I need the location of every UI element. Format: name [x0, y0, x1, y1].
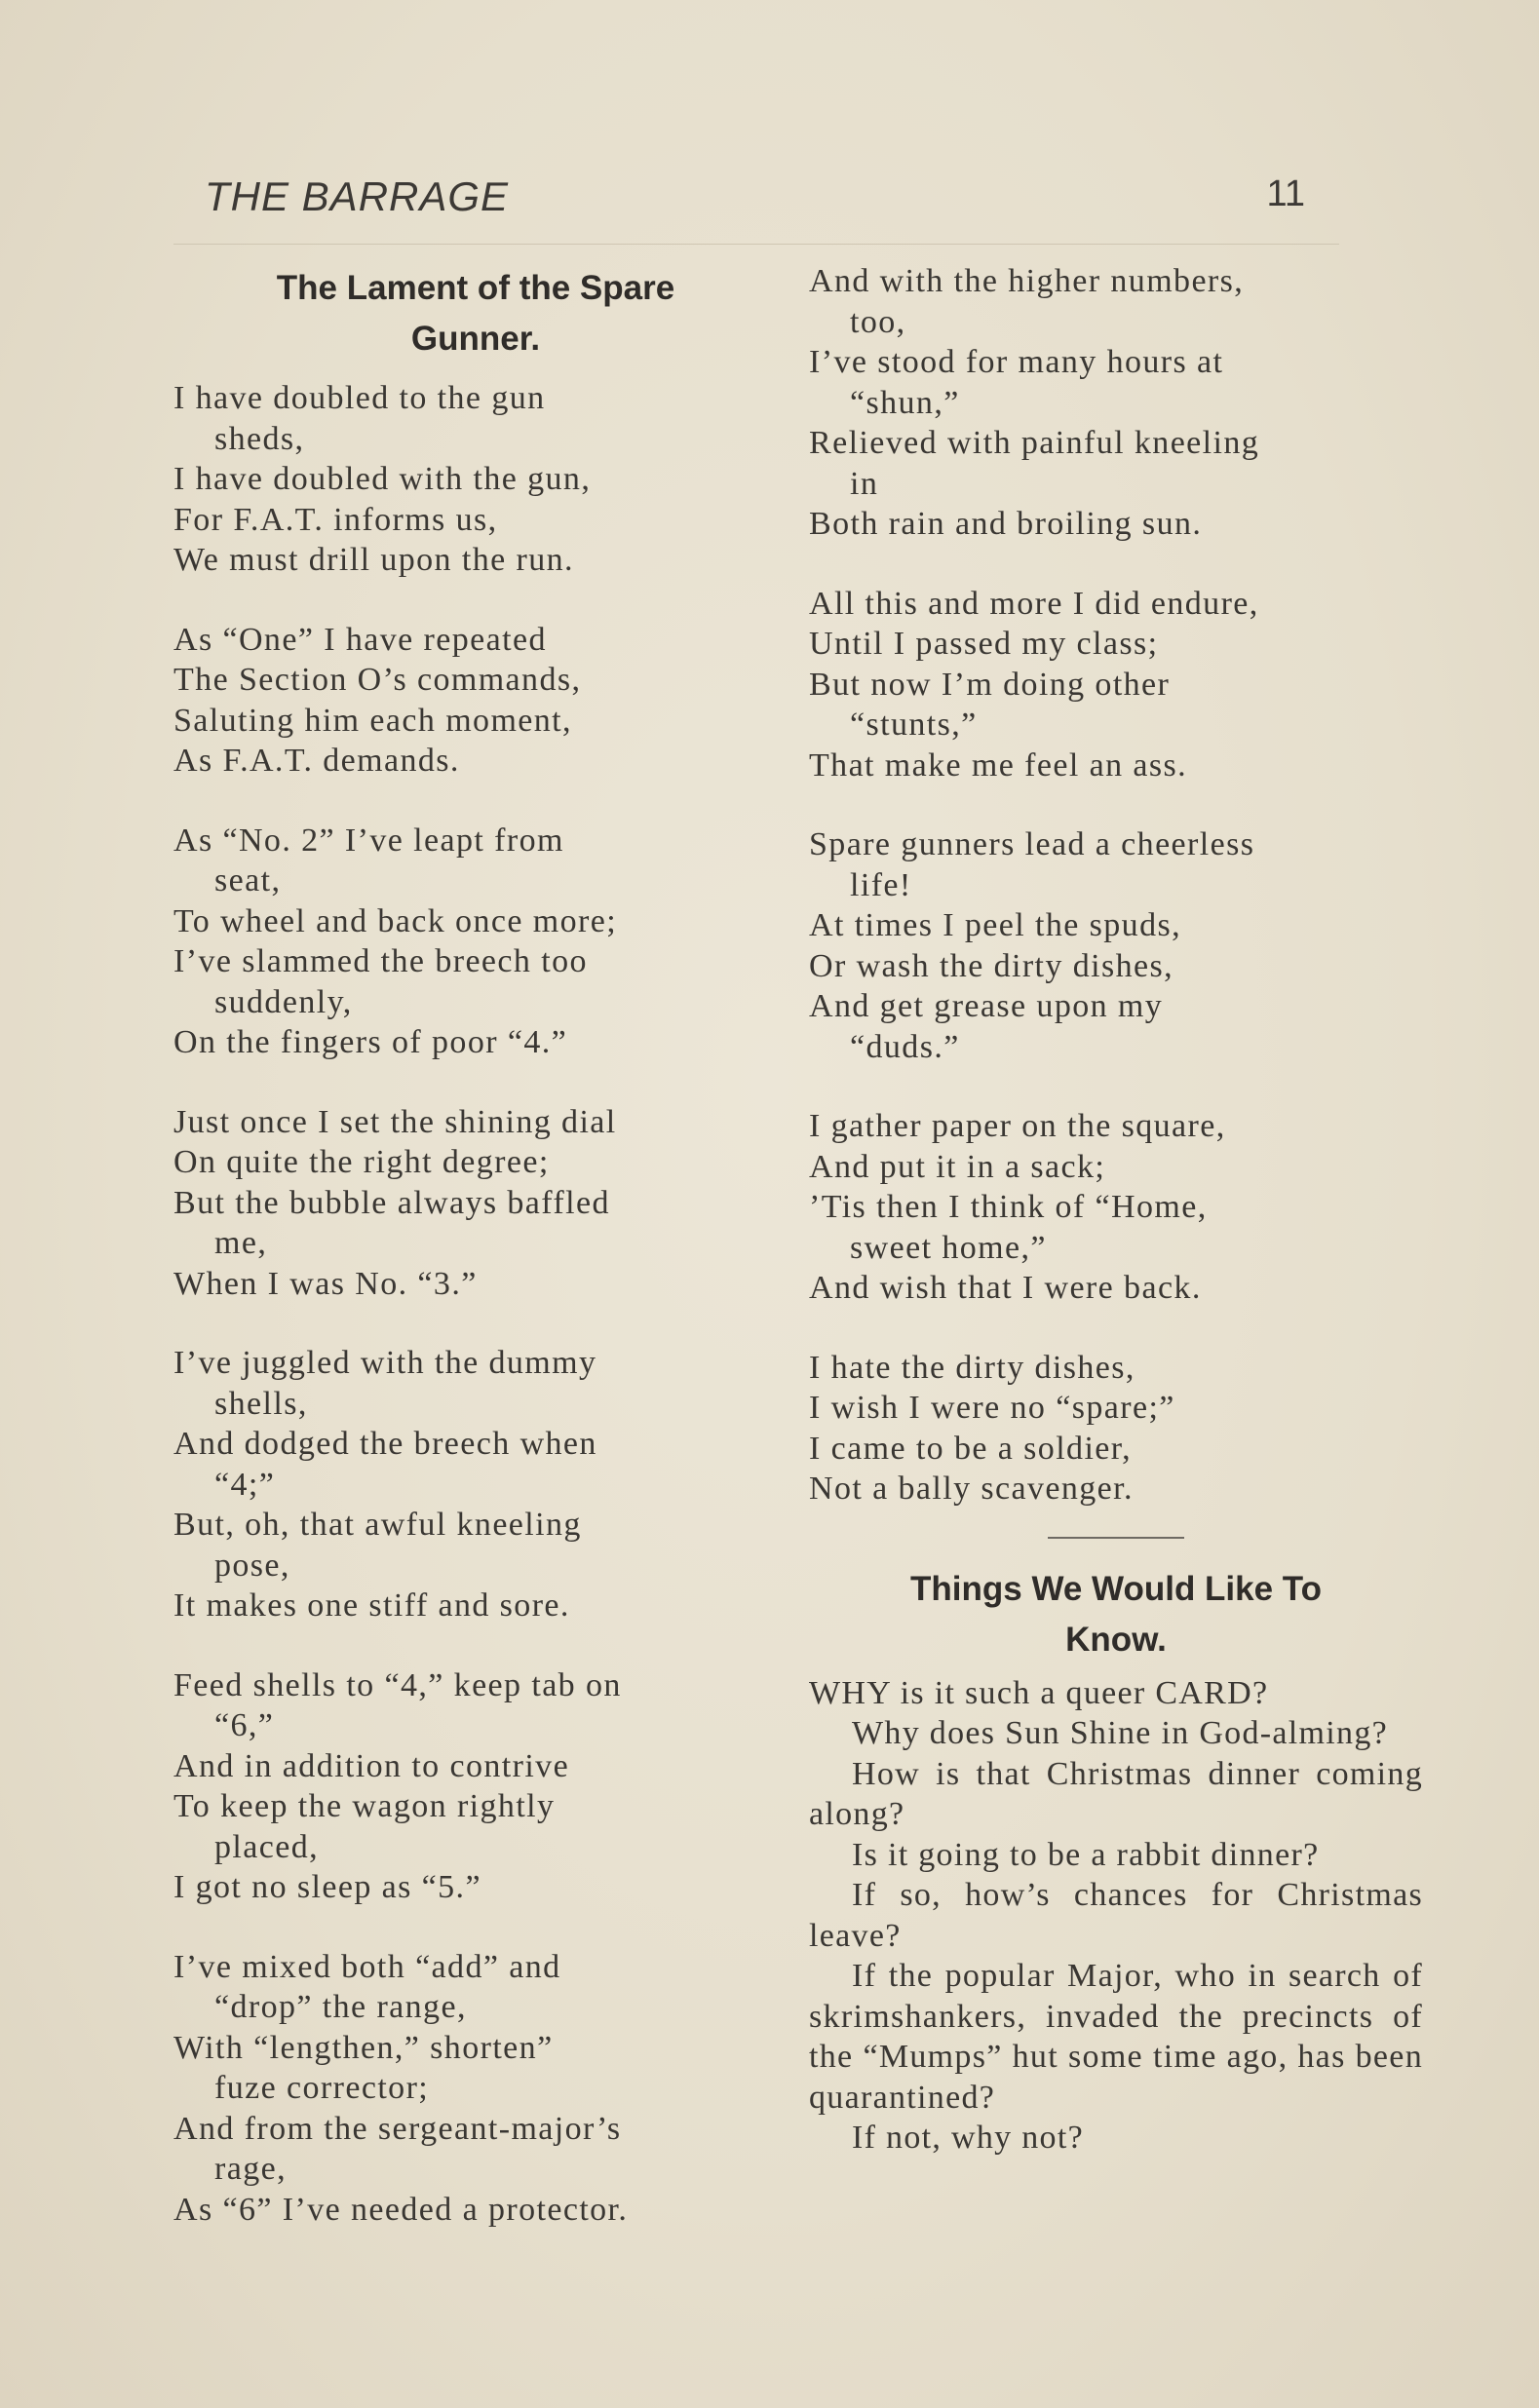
poem-stanza — [173, 821, 778, 1063]
poem-right-stanzas — [809, 261, 1423, 1510]
poem-title-line-1: The Lament of the Spare — [276, 269, 675, 307]
poem-line: “drop” the range, — [214, 1989, 467, 2025]
things-question: Is it going to be a rabbit dinner? — [852, 1836, 1320, 1873]
poem-stanza — [173, 1947, 778, 2231]
poem-line: ’Tis then I think of “Home, — [809, 1189, 1208, 1225]
poem-line: As “No. 2” I’ve leapt from — [173, 822, 564, 859]
poem-line: suddenly, — [214, 983, 353, 1020]
things-question: WHY is it such a queer CARD? — [809, 1674, 1269, 1711]
poem-line: And get grease upon my — [809, 988, 1164, 1024]
poem-line: I got no sleep as “5.” — [173, 1869, 481, 1905]
poem-line: Just once I set the shining dial — [173, 1103, 617, 1140]
poem-line: sheds, — [214, 420, 305, 457]
poem-line: But, oh, that awful kneeling — [173, 1507, 582, 1543]
poem-line: life! — [850, 866, 912, 903]
poem-line: It makes one stiff and sore. — [173, 1587, 570, 1624]
poem-stanza — [809, 1106, 1423, 1309]
poem-line: “4;” — [214, 1466, 276, 1503]
poem-line: I have doubled to the gun — [173, 380, 546, 416]
poem-line: We must drill upon the run. — [173, 542, 574, 578]
things-title-line-2: Know. — [1065, 1620, 1167, 1659]
poem-line: I’ve mixed both “add” and — [173, 1948, 561, 1985]
poem-line: I came to be a soldier, — [809, 1430, 1133, 1467]
things-title — [809, 1564, 1423, 1665]
page-header — [205, 173, 1305, 232]
poem-line: pose, — [214, 1547, 290, 1584]
poem-line: sweet home,” — [850, 1229, 1047, 1266]
poem-line: As “One” I have repeated — [173, 621, 547, 658]
poem-line: And put it in a sack; — [809, 1148, 1106, 1185]
poem-line: But the bubble always baffled — [173, 1184, 610, 1221]
poem-line: seat, — [214, 862, 282, 898]
poem-stanza — [809, 824, 1423, 1067]
poem-line: Until I passed my class; — [809, 626, 1159, 662]
poem-line: I have doubled with the gun, — [173, 461, 592, 497]
poem-line: Both rain and broiling sun. — [809, 506, 1203, 542]
poem-line: That make me feel an ass. — [809, 746, 1188, 784]
poem-line: On the fingers of poor “4.” — [173, 1024, 568, 1060]
poem-line: Feed shells to “4,” keep tab on — [173, 1666, 622, 1703]
poem-line: “6,” — [214, 1707, 275, 1743]
poem-left-stanzas — [173, 378, 778, 2230]
poem-stanza — [809, 584, 1423, 786]
poem-line: With “lengthen,” shorten” — [173, 2029, 554, 2066]
poem-line: I wish I were no “spare;” — [809, 1390, 1175, 1426]
poem-stanza — [809, 261, 1423, 545]
poem-line: And from the sergeant-major’s — [173, 2110, 622, 2147]
right-column — [809, 261, 1423, 2159]
poem-line: And with the higher numbers, — [809, 263, 1245, 299]
poem-line: And wish that I were back. — [809, 1270, 1202, 1306]
poem-line: To wheel and back once more; — [173, 902, 618, 939]
things-question: Why does Sun Shine in God-alming? — [852, 1715, 1389, 1751]
poem-line: shells, — [214, 1385, 308, 1422]
poem-stanza — [173, 1102, 778, 1305]
poem-line: too, — [850, 303, 906, 340]
poem-title — [173, 263, 778, 364]
poem-line: “stunts,” — [850, 707, 978, 743]
poem-line: placed, — [214, 1828, 320, 1865]
poem-line: All this and more I did endure, — [809, 585, 1259, 622]
poem-stanza — [173, 1665, 778, 1908]
section-divider — [1048, 1537, 1184, 1539]
things-question: If the popular Major, who in search of skrimshankers, invaded the precincts of the “Mumps” hut some time ago, has been quarantined? — [809, 1958, 1423, 2116]
poem-line: For F.A.T. informs us, — [173, 501, 498, 538]
poem-line: fuze corrector; — [214, 2070, 430, 2106]
poem-line: rage, — [214, 2151, 288, 2187]
poem-line: I gather paper on the square, — [809, 1108, 1226, 1144]
poem-line: Spare gunners lead a cheerless — [809, 826, 1255, 862]
magazine-title: THE BARRAGE — [205, 173, 510, 219]
header-rule — [173, 244, 1339, 245]
poem-line: The Section O’s commands, — [173, 662, 582, 698]
poem-title-line-2: Gunner. — [410, 320, 541, 358]
poem-line: But now I’m doing other — [809, 666, 1171, 703]
left-column — [173, 263, 778, 2269]
poem-line: Relieved with painful kneeling — [809, 425, 1260, 461]
poem-line: Or wash the dirty dishes, — [809, 947, 1174, 984]
poem-line: At times I peel the spuds, — [809, 907, 1182, 943]
things-title-line-1: Things We Would Like To — [910, 1569, 1322, 1608]
things-question: If so, how’s chances for Christmas leave? — [809, 1877, 1423, 1954]
poem-line: On quite the right degree; — [173, 1144, 550, 1180]
poem-line: Not a bally scavenger. — [809, 1471, 1134, 1507]
poem-line: To keep the wagon rightly — [173, 1788, 556, 1824]
poem-line: I hate the dirty dishes, — [809, 1349, 1135, 1386]
poem-line: As “6” I’ve needed a protector. — [173, 2191, 629, 2228]
page-number: 11 — [1266, 173, 1305, 214]
poem-line: When I was No. “3.” — [173, 1265, 478, 1302]
poem-line: And dodged the breech when — [173, 1426, 597, 1462]
things-question: How is that Christmas dinner coming along? — [809, 1755, 1423, 1832]
poem-line: me, — [214, 1225, 268, 1261]
poem-line: I’ve stood for many hours at — [809, 344, 1224, 380]
poem-line: “duds.” — [850, 1028, 960, 1065]
poem-stanza — [809, 1348, 1423, 1510]
poem-line: I’ve slammed the breech too — [173, 943, 588, 979]
poem-line: Saluting him each moment, — [173, 702, 572, 739]
poem-line: As F.A.T. demands. — [173, 743, 460, 779]
poem-stanza — [173, 620, 778, 782]
poem-line: “shun,” — [850, 384, 960, 421]
poem-line: And in addition to contrive — [173, 1747, 570, 1784]
poem-line: in — [850, 465, 879, 502]
things-question: If not, why not? — [852, 2120, 1084, 2156]
things-list — [809, 1673, 1423, 2159]
poem-stanza — [173, 1343, 778, 1626]
poem-line: I’ve juggled with the dummy — [173, 1345, 597, 1381]
poem-stanza — [173, 378, 778, 581]
